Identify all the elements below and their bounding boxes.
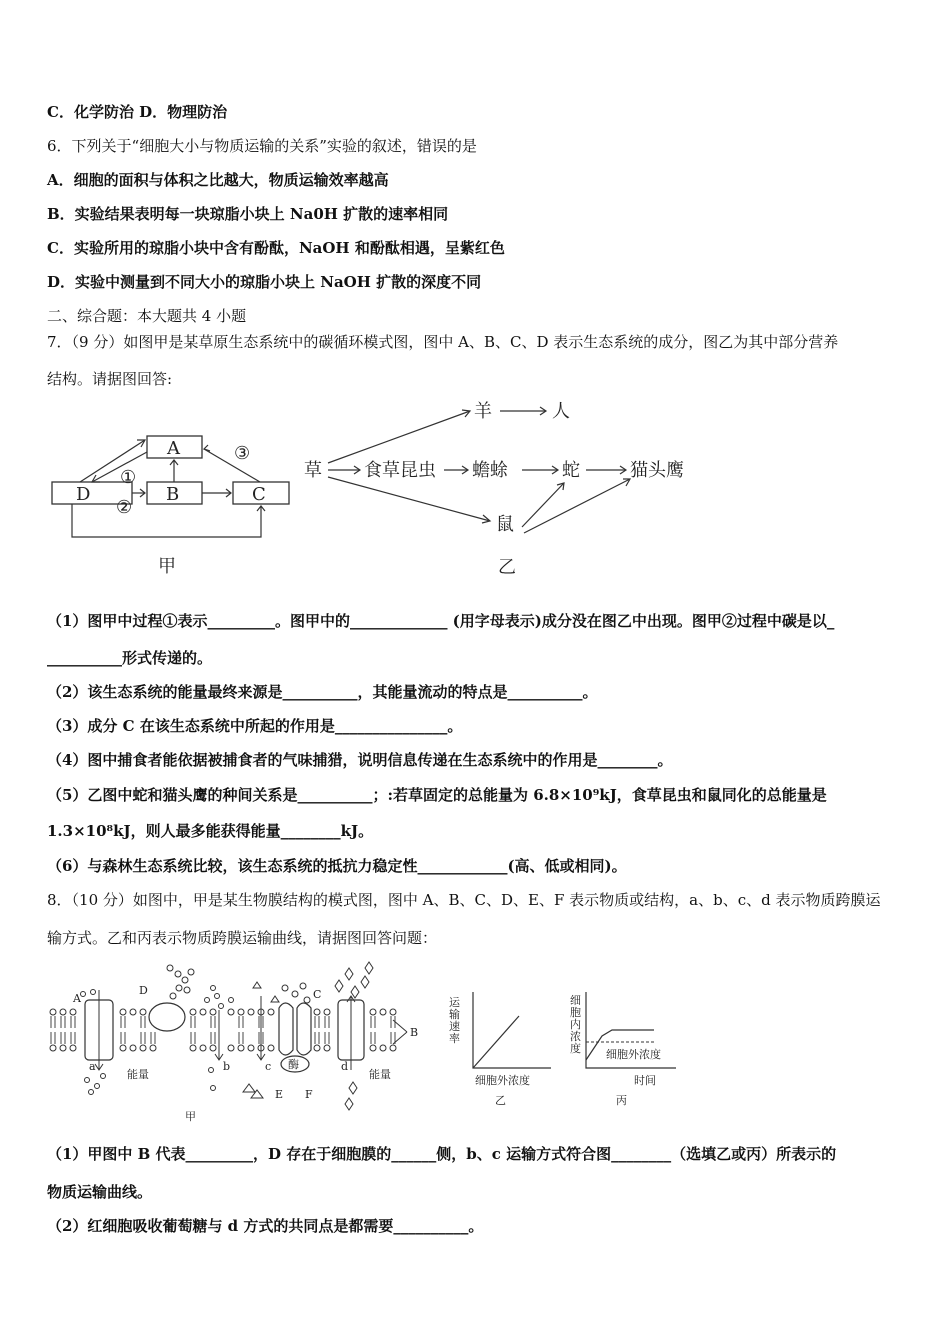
q6-option-a: A．细胞的面积与体积之比越大，物质运输效率越高 — [47, 171, 389, 189]
q7-part-1b: __________形式传递的。 — [47, 649, 213, 667]
node-she: 蛇 — [562, 460, 580, 481]
label-c-transport: c — [265, 1060, 272, 1073]
label-d-transport: d — [341, 1060, 349, 1073]
q7-part-5b: 1.3×10⁸kJ，则人最多能获得能量________kJ。 — [47, 822, 374, 840]
node-maotouying: 猫头鹰 — [630, 460, 684, 481]
q7-part-6: （6）与森林生态系统比较，该生态系统的抵抗力稳定性____________(高、低或相同)。 — [47, 857, 627, 875]
node-chanchu: 蟾蜍 — [472, 460, 508, 481]
bing-ylabel-2: 胞 — [570, 1006, 581, 1019]
caption-yi: 乙 — [498, 557, 516, 578]
caption-bing-8: 丙 — [616, 1094, 627, 1107]
node-yang: 羊 — [474, 401, 492, 422]
q7-part-1a: （1）图甲中过程①表示_________。图甲中的_____________ (用字母表示)成分没在图乙中出现。图甲②过程中碳是以_ — [47, 612, 835, 630]
yi-ylabel-4: 率 — [449, 1032, 460, 1045]
q7-part-3: （3）成分 C 在该生态系统中所起的作用是_______________。 — [47, 717, 463, 735]
q7-part-4: （4）图中捕食者能依据被捕食者的气味捕猎，说明信息传递在生态系统中的作用是________。 — [47, 751, 673, 769]
question-8-stem-1: 8．（10 分）如图中，甲是某生物膜结构的模式图，图中 A、B、C、D、E、F 表示物质或结构，a、b、c、d 表示物质跨膜运 — [47, 891, 881, 909]
node-shu: 鼠 — [496, 514, 514, 535]
glycoprotein-d — [149, 1003, 185, 1031]
bing-ylabel-4: 浓 — [570, 1030, 581, 1043]
yi-ylabel-3: 速 — [449, 1020, 460, 1033]
figure-8-yi — [445, 990, 555, 1110]
label-c: C — [252, 484, 266, 505]
yi-ylabel-1: 运 — [449, 996, 460, 1009]
process-1: ① — [120, 467, 137, 488]
bing-ylabel-5: 度 — [570, 1042, 581, 1055]
label-b-transport: b — [223, 1060, 231, 1073]
label-d: D — [76, 484, 91, 505]
bing-xlabel: 时间 — [634, 1074, 656, 1087]
q7-part-5a: （5）乙图中蛇和猫头鹰的种间关系是__________；:若草固定的总能量为 6.8×10⁹kJ，食草昆虫和鼠同化的总能量是 — [47, 786, 827, 804]
label-a: A — [73, 992, 81, 1005]
process-2: ② — [116, 497, 133, 518]
enzyme-label: 酶 — [288, 1058, 299, 1071]
label-e: E — [275, 1088, 284, 1101]
question-7-stem-2: 结构。请据图回答: — [47, 370, 173, 388]
figure-7-jia — [40, 425, 300, 580]
option-c-d-q5: C．化学防治 D．物理防治 — [47, 103, 228, 121]
yi-xlabel: 细胞外浓度 — [475, 1074, 530, 1087]
energy-label-2: 能量 — [369, 1068, 391, 1081]
label-d: D — [139, 984, 148, 997]
node-kunchong: 食草昆虫 — [364, 460, 436, 481]
q8-part-2: （2）红细胞吸收葡萄糖与 d 方式的共同点是都需要__________。 — [47, 1217, 484, 1235]
energy-label-1: 能量 — [127, 1068, 149, 1081]
process-3: ③ — [234, 443, 251, 464]
node-ren: 人 — [552, 401, 570, 422]
bing-dash-label: 细胞外浓度 — [606, 1048, 661, 1061]
q6-option-b: B．实验结果表明每一块琼脂小块上 Na0H 扩散的速率相同 — [47, 205, 449, 223]
q7-part-2: （2）该生态系统的能量最终来源是__________，其能量流动的特点是__________。 — [47, 683, 598, 701]
label-f: F — [305, 1088, 313, 1101]
caption-yi-8: 乙 — [495, 1094, 506, 1107]
node-cao: 草 — [304, 460, 322, 481]
label-c: C — [313, 988, 322, 1001]
label-a: A — [167, 438, 180, 459]
question-6-stem: 6．下列关于“细胞大小与物质运输的关系”实验的叙述，错误的是 — [47, 137, 477, 155]
question-7-stem-1: 7．（9 分）如图甲是某草原生态系统中的碳循环模式图，图中 A、B、C、D 表示生态系统的成分，图乙为其中部分营养 — [47, 333, 839, 351]
q6-option-d: D．实验中测量到不同大小的琼脂小块上 NaOH 扩散的深度不同 — [47, 273, 482, 291]
q6-option-c: C．实验所用的琼脂小块中含有酚酞，NaOH 和酚酞相遇，呈紫红色 — [47, 239, 505, 257]
q8-part-1b: 物质运输曲线。 — [47, 1183, 153, 1201]
figure-8-jia — [45, 960, 430, 1125]
figure-7-yi — [300, 393, 720, 583]
q8-part-1a: （1）甲图中 B 代表_________，D 存在于细胞膜的______侧，b、c 运输方式符合图________（选填乙或丙）所表示的 — [47, 1145, 837, 1163]
label-a-transport: a — [89, 1060, 96, 1073]
caption-jia: 甲 — [158, 556, 176, 577]
bing-ylabel-3: 内 — [570, 1018, 581, 1031]
bing-ylabel-1: 细 — [570, 994, 581, 1007]
section-heading: 二、综合题：本大题共 4 小题 — [47, 307, 247, 325]
label-b: B — [166, 484, 180, 505]
label-b: B — [410, 1026, 419, 1039]
yi-ylabel-2: 输 — [449, 1008, 460, 1021]
question-8-stem-2: 输方式。乙和丙表示物质跨膜运输曲线，请据图回答问题： — [47, 929, 438, 947]
figure-8-bing — [566, 990, 686, 1110]
caption-jia-8: 甲 — [185, 1110, 196, 1123]
